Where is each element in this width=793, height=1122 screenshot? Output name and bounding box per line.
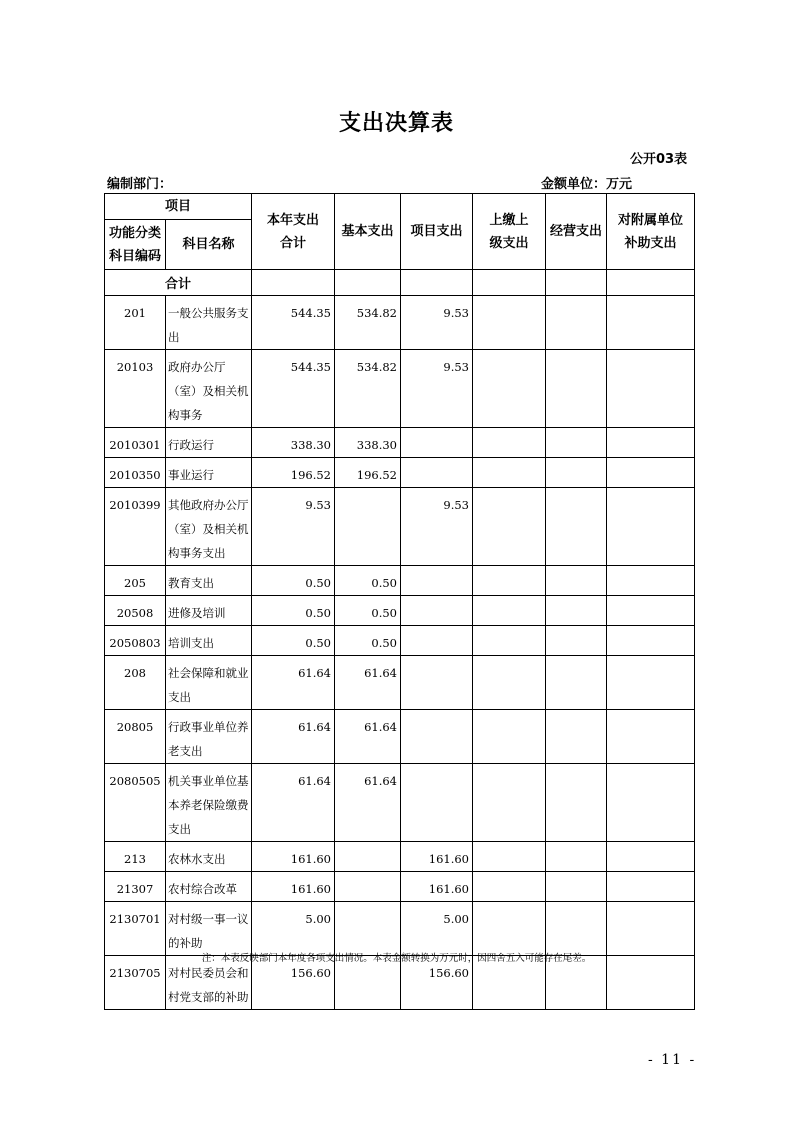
account-code: 2010350 (105, 458, 166, 488)
total-cell (473, 270, 546, 296)
total-cell (546, 270, 607, 296)
project-expense (401, 596, 473, 626)
project-expense: 9.53 (401, 350, 473, 428)
header-subject-name: 科目名称 (166, 220, 252, 270)
total-cell (607, 270, 695, 296)
business-expense (546, 428, 607, 458)
basic-expense: 61.64 (335, 656, 401, 710)
header-business: 经营支出 (546, 194, 607, 270)
account-name: 进修及培训 (166, 596, 252, 626)
account-name: 机关事业单位基本养老保险缴费支出 (166, 764, 252, 842)
basic-expense: 338.30 (335, 428, 401, 458)
business-expense (546, 458, 607, 488)
page-number: - 11 - (648, 1052, 697, 1068)
upper-expense (473, 350, 546, 428)
account-code: 20805 (105, 710, 166, 764)
total-expense: 338.30 (252, 428, 335, 458)
business-expense (546, 350, 607, 428)
business-expense (546, 710, 607, 764)
business-expense (546, 626, 607, 656)
project-expense: 5.00 (401, 902, 473, 956)
table-row (105, 842, 695, 872)
business-expense (546, 656, 607, 710)
project-expense (401, 626, 473, 656)
header-subsidy: 对附属单位 补助支出 (607, 194, 695, 270)
business-expense (546, 566, 607, 596)
account-code: 21307 (105, 872, 166, 902)
account-name: 教育支出 (166, 566, 252, 596)
upper-expense (473, 458, 546, 488)
account-code: 2010399 (105, 488, 166, 566)
account-name: 行政事业单位养老支出 (166, 710, 252, 764)
page-title: 支出决算表 (338, 111, 454, 136)
subsidy-expense (607, 350, 695, 428)
total-expense: 0.50 (252, 566, 335, 596)
table-row (105, 710, 695, 764)
account-code: 2130701 (105, 902, 166, 956)
account-code: 208 (105, 656, 166, 710)
account-code: 201 (105, 296, 166, 350)
total-expense: 161.60 (252, 842, 335, 872)
basic-expense (335, 842, 401, 872)
project-expense (401, 458, 473, 488)
account-name: 对村民委员会和村党支部的补助 (166, 956, 252, 1010)
basic-expense: 61.64 (335, 710, 401, 764)
subsidy-expense (607, 872, 695, 902)
total-expense: 5.00 (252, 902, 335, 956)
business-expense (546, 296, 607, 350)
total-expense: 9.53 (252, 488, 335, 566)
total-expense: 0.50 (252, 626, 335, 656)
basic-expense: 0.50 (335, 566, 401, 596)
subsidy-expense (607, 488, 695, 566)
total-expense: 156.60 (252, 956, 335, 1010)
subsidy-expense (607, 566, 695, 596)
account-code: 20508 (105, 596, 166, 626)
table-row (105, 902, 695, 956)
account-name: 政府办公厅（室）及相关机构事务 (166, 350, 252, 428)
business-expense (546, 488, 607, 566)
subsidy-expense (607, 842, 695, 872)
upper-expense (473, 764, 546, 842)
basic-expense: 196.52 (335, 458, 401, 488)
total-expense: 61.64 (252, 764, 335, 842)
basic-expense: 0.50 (335, 626, 401, 656)
account-code: 2130705 (105, 956, 166, 1010)
table-row (105, 428, 695, 458)
total-expense: 0.50 (252, 596, 335, 626)
business-expense (546, 842, 607, 872)
basic-expense (335, 488, 401, 566)
project-expense: 9.53 (401, 296, 473, 350)
upper-expense (473, 296, 546, 350)
project-expense (401, 710, 473, 764)
table-row (105, 764, 695, 842)
subsidy-expense (607, 458, 695, 488)
upper-expense (473, 710, 546, 764)
subsidy-expense (607, 764, 695, 842)
account-name: 培训支出 (166, 626, 252, 656)
upper-expense (473, 566, 546, 596)
account-code: 2080505 (105, 764, 166, 842)
account-name: 社会保障和就业支出 (166, 656, 252, 710)
upper-expense (473, 842, 546, 872)
header-total: 本年支出 合计 (252, 194, 335, 270)
total-label: 合计 (105, 270, 252, 296)
header-func-code: 功能分类 科目编码 (105, 220, 166, 270)
table-row (105, 566, 695, 596)
total-cell (335, 270, 401, 296)
project-expense: 9.53 (401, 488, 473, 566)
project-expense (401, 566, 473, 596)
upper-expense (473, 902, 546, 956)
total-expense: 61.64 (252, 710, 335, 764)
account-code: 2050803 (105, 626, 166, 656)
basic-expense: 534.82 (335, 296, 401, 350)
expenditure-table (104, 193, 695, 1010)
table-row (105, 656, 695, 710)
account-name: 事业运行 (166, 458, 252, 488)
header-project-expense: 项目支出 (401, 194, 473, 270)
upper-expense (473, 656, 546, 710)
business-expense (546, 596, 607, 626)
basic-expense: 534.82 (335, 350, 401, 428)
account-code: 20103 (105, 350, 166, 428)
basic-expense: 61.64 (335, 764, 401, 842)
table-row (105, 626, 695, 656)
total-expense: 61.64 (252, 656, 335, 710)
project-expense (401, 428, 473, 458)
total-expense: 161.60 (252, 872, 335, 902)
total-expense: 544.35 (252, 296, 335, 350)
total-expense: 196.52 (252, 458, 335, 488)
header-basic: 基本支出 (335, 194, 401, 270)
account-name: 一般公共服务支出 (166, 296, 252, 350)
upper-expense (473, 596, 546, 626)
account-name: 农林水支出 (166, 842, 252, 872)
upper-expense (473, 488, 546, 566)
basic-expense (335, 902, 401, 956)
table-row (105, 488, 695, 566)
basic-expense (335, 872, 401, 902)
table-row (105, 596, 695, 626)
total-cell (401, 270, 473, 296)
subsidy-expense (607, 902, 695, 956)
account-name: 行政运行 (166, 428, 252, 458)
table-row (105, 872, 695, 902)
upper-expense (473, 428, 546, 458)
table-row (105, 350, 695, 428)
header-project: 项目 (105, 194, 252, 220)
subsidy-expense (607, 596, 695, 626)
department-label: 编制部门： (107, 177, 173, 192)
subsidy-expense (607, 710, 695, 764)
upper-expense (473, 872, 546, 902)
account-name: 对村级一事一议的补助 (166, 902, 252, 956)
project-expense: 161.60 (401, 842, 473, 872)
account-code: 205 (105, 566, 166, 596)
form-number: 公开03表 (630, 152, 688, 167)
header-upper: 上缴上 级支出 (473, 194, 546, 270)
total-expense: 544.35 (252, 350, 335, 428)
business-expense (546, 902, 607, 956)
project-expense (401, 656, 473, 710)
subsidy-expense (607, 656, 695, 710)
project-expense (401, 764, 473, 842)
subsidy-expense (607, 428, 695, 458)
account-code: 213 (105, 842, 166, 872)
table-row (105, 296, 695, 350)
project-expense: 161.60 (401, 872, 473, 902)
business-expense (546, 764, 607, 842)
table-row (105, 458, 695, 488)
account-name: 其他政府办公厅（室）及相关机构事务支出 (166, 488, 252, 566)
basic-expense: 0.50 (335, 596, 401, 626)
project-expense: 156.60 (401, 956, 473, 1010)
account-code: 2010301 (105, 428, 166, 458)
subsidy-expense (607, 626, 695, 656)
unit-label: 金额单位：万元 (541, 177, 633, 192)
total-cell (252, 270, 335, 296)
upper-expense (473, 626, 546, 656)
business-expense (546, 872, 607, 902)
subsidy-expense (607, 296, 695, 350)
account-name: 农村综合改革 (166, 872, 252, 902)
footnote: 注：本表反映部门本年度各项支出情况。本表金额转换为万元时，因四舍五入可能存在尾差。 (201, 953, 592, 964)
